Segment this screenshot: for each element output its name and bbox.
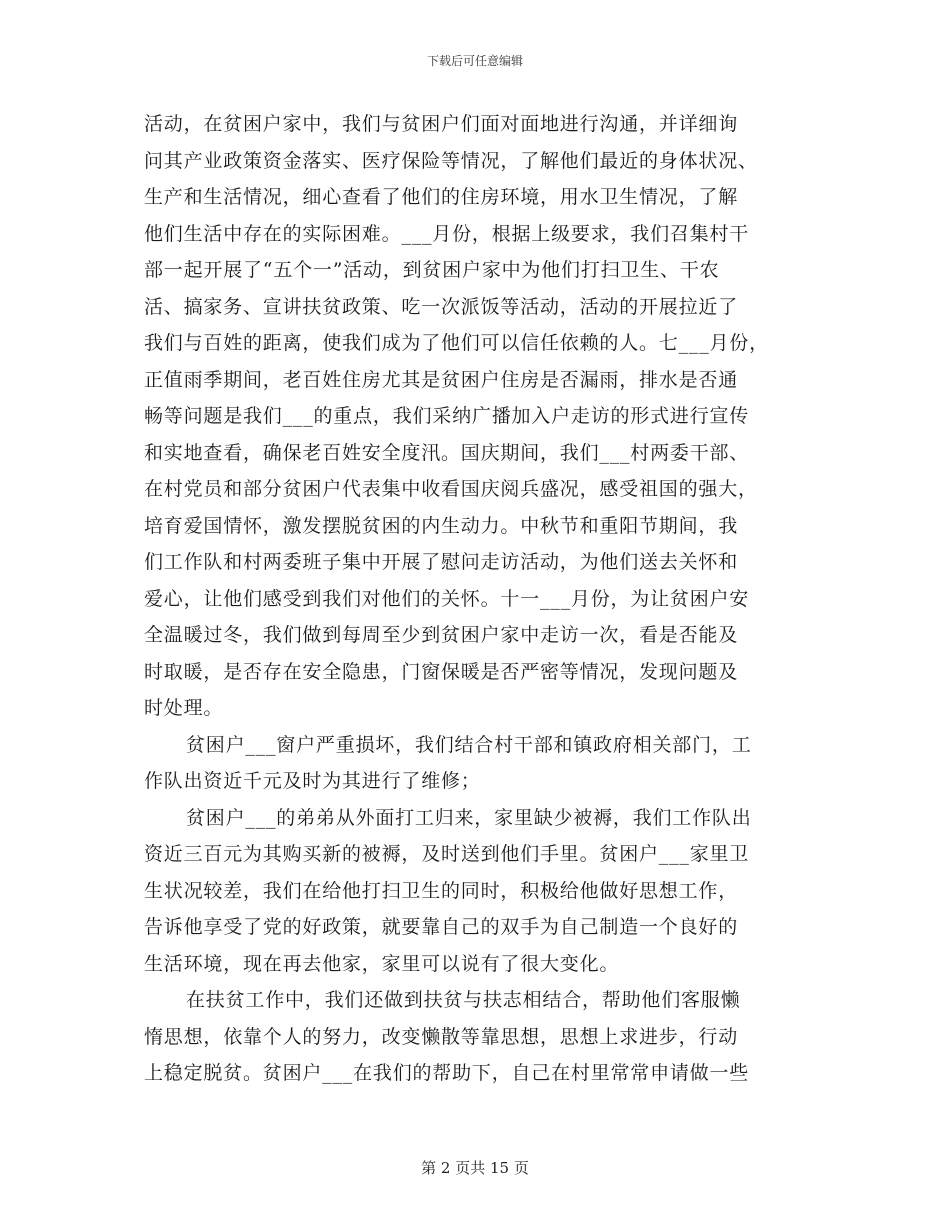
paragraph (144, 106, 804, 727)
document-body (144, 106, 804, 1092)
text-line: 我们与百姓的距离，使我们成为了他们可以信任依赖的人。七___月份， (144, 332, 769, 354)
text-line: 生产和生活情况，细心查看了他们的住房环境，用水卫生情况，了解 (144, 186, 739, 208)
text-line: 资近三百元为其购买新的被褥，及时送到他们手里。贫困户___家里卫 (144, 843, 750, 865)
text-line: 贫困户___窗户严重损坏，我们结合村干部和镇政府相关部门，工 (186, 733, 752, 756)
text-line: 在村党员和部分贫困户代表集中收看国庆阅兵盛况，感受祖国的强大， (144, 478, 758, 500)
paragraph (144, 800, 804, 983)
text-line: 部一起开展了“五个一”活动，到贫困户家中为他们打扫卫生、干农 (144, 259, 720, 281)
text-line: 惰思想，依靠个人的努力，改变懒散等靠思想，思想上求进步，行动 (144, 1025, 739, 1048)
text-line: 爱心，让他们感受到我们对他们的关怀。十一___月份，为让贫困户安 (144, 587, 750, 610)
text-line: 上稳定脱贫。贫困户___在我们的帮助下，自己在村里常常申请做一些 (144, 1062, 750, 1084)
text-line: 贫困户___的弟弟从外面打工归来，家里缺少被褥，我们工作队出 (186, 806, 752, 829)
text-line: 生状况较差，我们在给他打扫卫生的同时，积极给他做好思想工作， (144, 879, 739, 902)
text-line: 问其产业政策资金落实、医疗保险等情况，了解他们最近的身体状况、 (144, 149, 758, 172)
page-header: 下载后可任意编辑 (426, 54, 523, 68)
text-line: 活、搞家务、宣讲扶贫政策、吃一次派饭等活动，活动的开展拉近了 (144, 295, 739, 318)
text-line: 他们生活中存在的实际困难。___月份，根据上级要求，我们召集村干 (144, 222, 750, 245)
text-line: 培育爱国情怀，激发摆脱贫困的内生动力。中秋节和重阳节期间，我 (144, 514, 739, 537)
page-footer: 第 2 页共 15 页 (421, 1159, 529, 1177)
text-line: 们工作队和村两委班子集中开展了慰问走访活动，为他们送去关怀和 (144, 551, 739, 573)
text-line: 告诉他享受了党的好政策，就要靠自己的双手为自己制造一个良好的 (144, 916, 739, 938)
text-line: 和实地查看，确保老百姓安全度汛。国庆期间，我们___村两委干部、 (144, 441, 750, 464)
text-line: 畅等问题是我们___的重点，我们采纳广播加入户走访的形式进行宣传 (144, 405, 750, 427)
text-line: 时处理。 (144, 697, 224, 719)
text-line: 生活环境，现在再去他家，家里可以说有了很大变化。 (144, 952, 620, 975)
paragraph (144, 982, 804, 1092)
text-line: 时取暖，是否存在安全隐患，门窗保暖是否严密等情况，发现问题及 (144, 660, 739, 683)
text-line: 作队出资近千元及时为其进行了维修； (144, 770, 481, 792)
text-line: 在扶贫工作中，我们还做到扶贫与扶志相结合，帮助他们客服懒 (186, 989, 741, 1011)
paragraph (144, 727, 804, 800)
text-line: 全温暖过冬，我们做到每周至少到贫困户家中走访一次，看是否能及 (144, 624, 739, 646)
text-line: 活动，在贫困户家中，我们与贫困户们面对面地进行沟通，并详细询 (144, 113, 739, 135)
text-line: 正值雨季期间，老百姓住房尤其是贫困户住房是否漏雨，排水是否通 (144, 368, 739, 391)
